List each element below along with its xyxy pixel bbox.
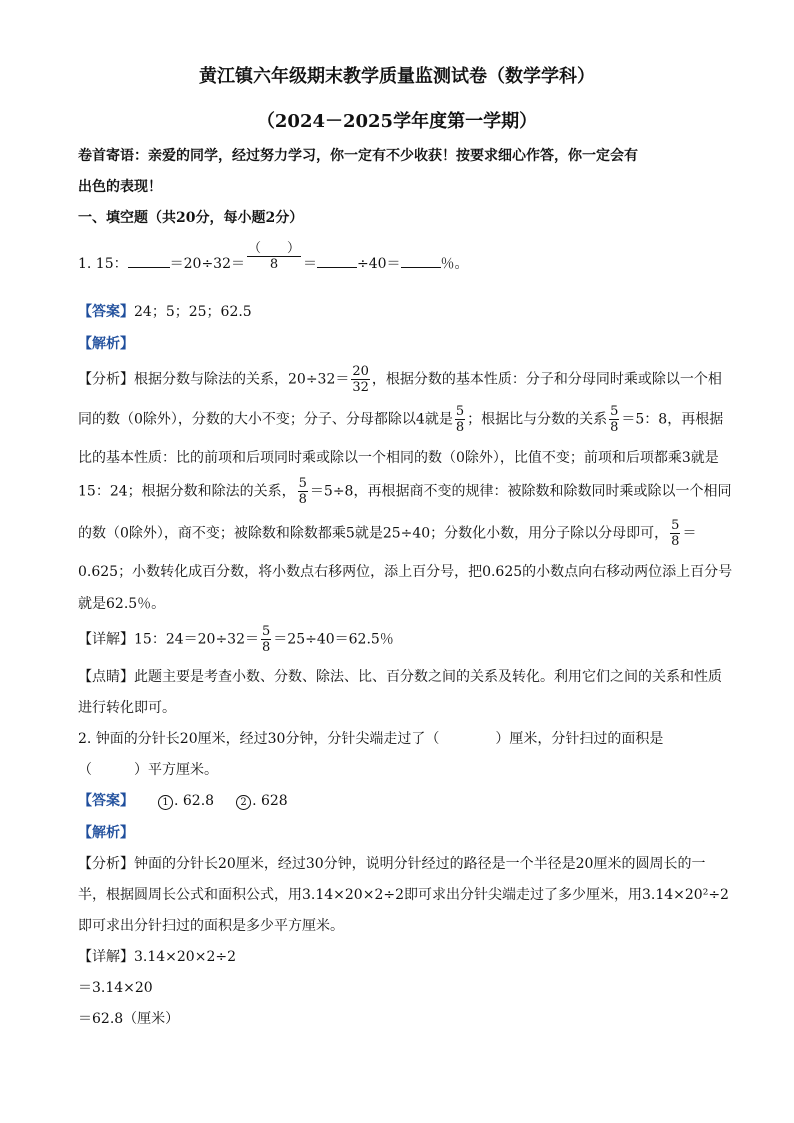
fraction-numerator: 5 (610, 404, 619, 419)
answer-blank[interactable] (317, 253, 357, 268)
detail-tag: 【详解】 (78, 949, 134, 965)
text: ；根据比与分数的关系 (467, 411, 608, 428)
q1-div40: ÷40＝ (357, 256, 401, 272)
text: 的数（0除外），商不变；被除数和除数都乘5就是25÷40；分数化小数，用分子除以分母即可， (78, 525, 669, 542)
fraction-numerator[interactable]: （ ） (247, 240, 300, 256)
q1-question (78, 240, 469, 284)
q2-answer (78, 792, 288, 810)
q1-fenxi-6: 0.625；小数转化成百分数，将小数点右移两位，添上百分号，把0.625的小数点向右移动两位添上百分号 (78, 564, 733, 580)
fraction (247, 241, 301, 272)
fraction (261, 624, 271, 655)
q1-fenxi-5 (78, 518, 696, 549)
q1-answer (78, 303, 252, 321)
greeting-line-2: 出色的表现！ (78, 179, 162, 195)
q2-fenxi-2: 半，根据圆周长公式和面积公式，用3.14×20×2÷2即可求出分针尖端走过了多少厘米，用3.14×20²÷2 (78, 887, 729, 903)
fraction-numerator: 5 (262, 624, 271, 639)
detail-tag: 【详解】 (78, 631, 134, 648)
q1-fenxi-2 (78, 404, 723, 435)
fraction-denominator: 8 (269, 256, 279, 272)
q1-fenxi-4 (78, 476, 731, 507)
text: 钟面的分针长20厘米，经过30分钟，说明分针经过的路径是一个半径是20厘米的圆周长的一 (134, 856, 706, 872)
q2-fenxi-3: 即可求出分针扫过的面积是多少平方厘米。 (78, 918, 344, 934)
answer-blank[interactable] (128, 253, 170, 268)
text: 根据分数与除法的关系，20÷32＝ (134, 371, 350, 388)
exam-title: 黄江镇六年级期末教学质量监测试卷（数学学科） (199, 66, 595, 87)
text: ＝5÷8，再根据商不变的规律：被除数和除数同时乘或除以一个相同 (309, 483, 732, 500)
answer-text: 24；5；25；62.5 (134, 304, 252, 320)
q1-eq2: ＝ (303, 256, 317, 272)
fraction-denominator: 8 (671, 534, 680, 549)
q1-dianjing-1 (78, 668, 722, 686)
q2-analysis-tag: 【解析】 (78, 825, 134, 841)
fraction (455, 404, 465, 435)
fraction (351, 364, 370, 395)
fenxi-tag: 【分析】 (78, 371, 134, 388)
fraction-denominator: 8 (262, 640, 271, 655)
q2-fenxi-1 (78, 855, 705, 873)
answer-tag: 【答案】 (78, 793, 134, 809)
greeting-line-1: 卷首寄语：亲爱的同学，经过努力学习，你一定有不少收获！按要求细心作答，你一定会有 (78, 148, 638, 164)
fraction-numerator: 20 (352, 364, 369, 379)
fraction-denominator: 8 (610, 420, 619, 435)
circled-number-1: 1 (158, 795, 173, 810)
q1-percent: ％。 (440, 256, 469, 272)
text: 3.14×20×2÷2 (134, 949, 236, 965)
fraction-numerator: 5 (455, 404, 465, 419)
q1-fenxi-7: 就是62.5％。 (78, 596, 166, 612)
q1-analysis-tag: 【解析】 (78, 336, 134, 352)
answer-1: . 62.8 (174, 793, 215, 809)
q2-detail-3: ＝62.8（厘米） (78, 1011, 180, 1027)
text: 此题主要是考查小数、分数、除法、比、百分数之间的关系及转化。利用它们之间的关系和性质 (134, 669, 722, 685)
q2-detail-2: ＝3.14×20 (78, 980, 153, 996)
text: ＝25÷40＝62.5％ (273, 631, 394, 648)
fenxi-tag: 【分析】 (78, 856, 134, 872)
fraction-denominator: 8 (455, 420, 465, 435)
q1-eq1: ＝20÷32＝ (169, 256, 245, 272)
answer-blank[interactable] (401, 253, 441, 268)
q1-detail (78, 624, 394, 655)
q1-fenxi-1 (78, 364, 722, 395)
q1-dianjing-2: 进行转化即可。 (78, 700, 176, 716)
fraction-denominator: 32 (352, 380, 369, 395)
fraction-numerator: 5 (298, 476, 307, 491)
answer-2: . 628 (252, 793, 288, 809)
fraction (298, 476, 308, 507)
text: ＝5：8，再根据 (621, 411, 724, 428)
text: ，根据分数的基本性质：分子和分母同时乘或除以一个相 (371, 371, 722, 388)
text: 同的数（0除外），分数的大小不变；分子、分母都除以4就是 (78, 411, 453, 428)
fraction (670, 518, 680, 549)
q2-detail-1 (78, 948, 236, 966)
answer-tag: 【答案】 (78, 304, 134, 320)
text: ＝ (682, 525, 697, 542)
q1-prefix: 1. 15： (78, 256, 128, 272)
q2-question-1: 2. 钟面的分针长20厘米，经过30分钟，分针尖端走过了（ ）厘米，分针扫过的面积是 (78, 731, 664, 747)
fraction (609, 404, 619, 435)
section-heading: 一、填空题（共20分，每小题2分） (78, 210, 304, 226)
q1-fenxi-3: 比的基本性质：比的前项和后项同时乘或除以一个相同的数（0除外），比值不变；前项和后项都乘3就是 (78, 450, 719, 466)
circled-number-2: 2 (236, 795, 251, 810)
exam-subtitle: （2024－2025学年度第一学期） (256, 111, 538, 132)
text: 15：24；根据分数和除法的关系， (78, 483, 296, 500)
fraction-denominator: 8 (298, 492, 307, 507)
text: 15：24＝20÷32＝ (134, 631, 259, 648)
q2-question-2: （ ）平方厘米。 (78, 762, 218, 778)
dianjing-tag: 【点睛】 (78, 669, 134, 685)
fraction-numerator: 5 (671, 518, 680, 533)
